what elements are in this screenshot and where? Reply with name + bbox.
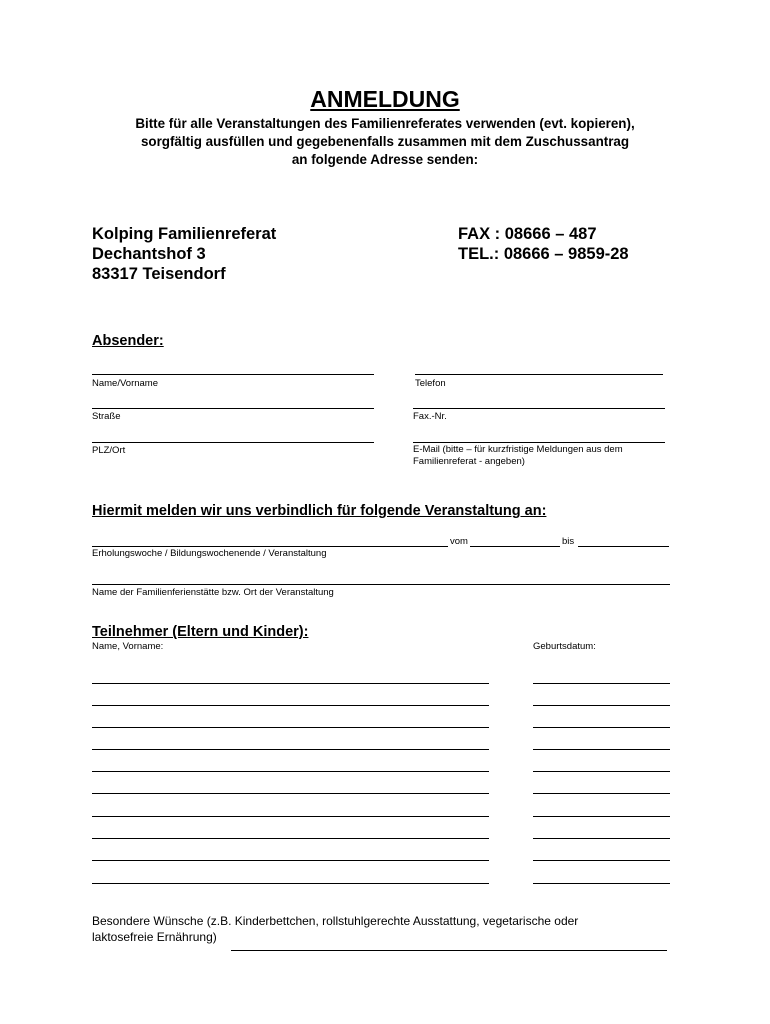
to-date-field[interactable] (578, 546, 669, 547)
participant-name-field[interactable] (92, 816, 489, 817)
participant-birthdate-field[interactable] (533, 883, 670, 884)
participant-birth-header: Geburtsdatum: (533, 641, 596, 652)
participants-heading: Teilnehmer (Eltern und Kinder): (92, 624, 309, 640)
participant-name-field[interactable] (92, 727, 489, 728)
from-label: vom (450, 536, 468, 547)
participant-name-field[interactable] (92, 883, 489, 884)
special-wishes-line-2: laktosefreie Ernährung) (92, 930, 217, 944)
recipient-fax: FAX : 08666 – 487 (458, 225, 597, 243)
participant-birthdate-field[interactable] (533, 683, 670, 684)
participant-name-field[interactable] (92, 705, 489, 706)
recipient-address (92, 224, 276, 284)
participant-name-field[interactable] (92, 793, 489, 794)
recipient-tel: TEL.: 08666 – 9859-28 (458, 245, 629, 263)
street-label: Straße (92, 411, 121, 422)
participant-name-field[interactable] (92, 749, 489, 750)
email-label-line-1: E-Mail (bitte – für kurzfristige Meldungen aus dem (413, 444, 623, 455)
participant-name-field[interactable] (92, 838, 489, 839)
from-date-field[interactable] (470, 546, 560, 547)
intro-line-3: an folgende Adresse senden: (291, 152, 479, 167)
participant-birthdate-field[interactable] (533, 838, 670, 839)
participant-name-field[interactable] (92, 771, 489, 772)
name-field[interactable] (92, 374, 374, 375)
participant-birthdate-field[interactable] (533, 749, 670, 750)
participant-name-field[interactable] (92, 683, 489, 684)
participant-name-field[interactable] (92, 860, 489, 861)
venue-label: Name der Familienferienstätte bzw. Ort der Veranstaltung (92, 587, 334, 598)
venue-field[interactable] (92, 584, 670, 585)
sender-heading: Absender: (92, 333, 164, 349)
phone-field[interactable] (415, 374, 663, 375)
participant-birthdate-field[interactable] (533, 860, 670, 861)
intro-text (60, 115, 710, 169)
form-title: ANMELDUNG (310, 86, 460, 112)
intro-line-2: sorgfältig ausfüllen und gegebenenfalls zusammen mit dem Zuschussantrag (140, 134, 630, 149)
email-field[interactable] (413, 442, 665, 443)
participant-birthdate-field[interactable] (533, 816, 670, 817)
participant-name-header: Name, Vorname: (92, 641, 164, 652)
special-wishes-field[interactable] (231, 950, 667, 951)
participant-birthdate-field[interactable] (533, 771, 670, 772)
participant-birthdate-field[interactable] (533, 793, 670, 794)
recipient-name: Kolping Familienreferat (92, 225, 277, 243)
recipient-street: Dechantshof 3 (92, 245, 206, 263)
fax-label: Fax.-Nr. (413, 411, 447, 422)
name-label: Name/Vorname (92, 378, 159, 389)
event-type-label: Erholungswoche / Bildungswochenende / Veranstaltung (92, 548, 327, 559)
phone-label: Telefon (415, 378, 446, 389)
fax-field[interactable] (413, 408, 665, 409)
special-wishes-line-1: Besondere Wünsche (z.B. Kinderbettchen, rollstuhlgerechte Ausstattung, vegetarische oder (92, 914, 579, 928)
participant-birthdate-field[interactable] (533, 727, 670, 728)
zip-city-field[interactable] (92, 442, 374, 443)
street-field[interactable] (92, 408, 374, 409)
intro-line-1: Bitte für alle Veranstaltungen des Familienreferates verwenden (evt. kopieren), (135, 116, 635, 131)
participant-birthdate-field[interactable] (533, 705, 670, 706)
event-type-field[interactable] (92, 546, 448, 547)
event-heading: Hiermit melden wir uns verbindlich für folgende Veranstaltung an: (92, 503, 547, 519)
to-label: bis (562, 536, 575, 547)
special-wishes-text (92, 913, 578, 945)
recipient-city: 83317 Teisendorf (92, 265, 226, 283)
zip-city-label: PLZ/Ort (92, 445, 126, 456)
email-label-line-2: Familienreferat - angeben) (413, 456, 525, 467)
recipient-contact (458, 224, 629, 264)
email-label (413, 444, 623, 468)
